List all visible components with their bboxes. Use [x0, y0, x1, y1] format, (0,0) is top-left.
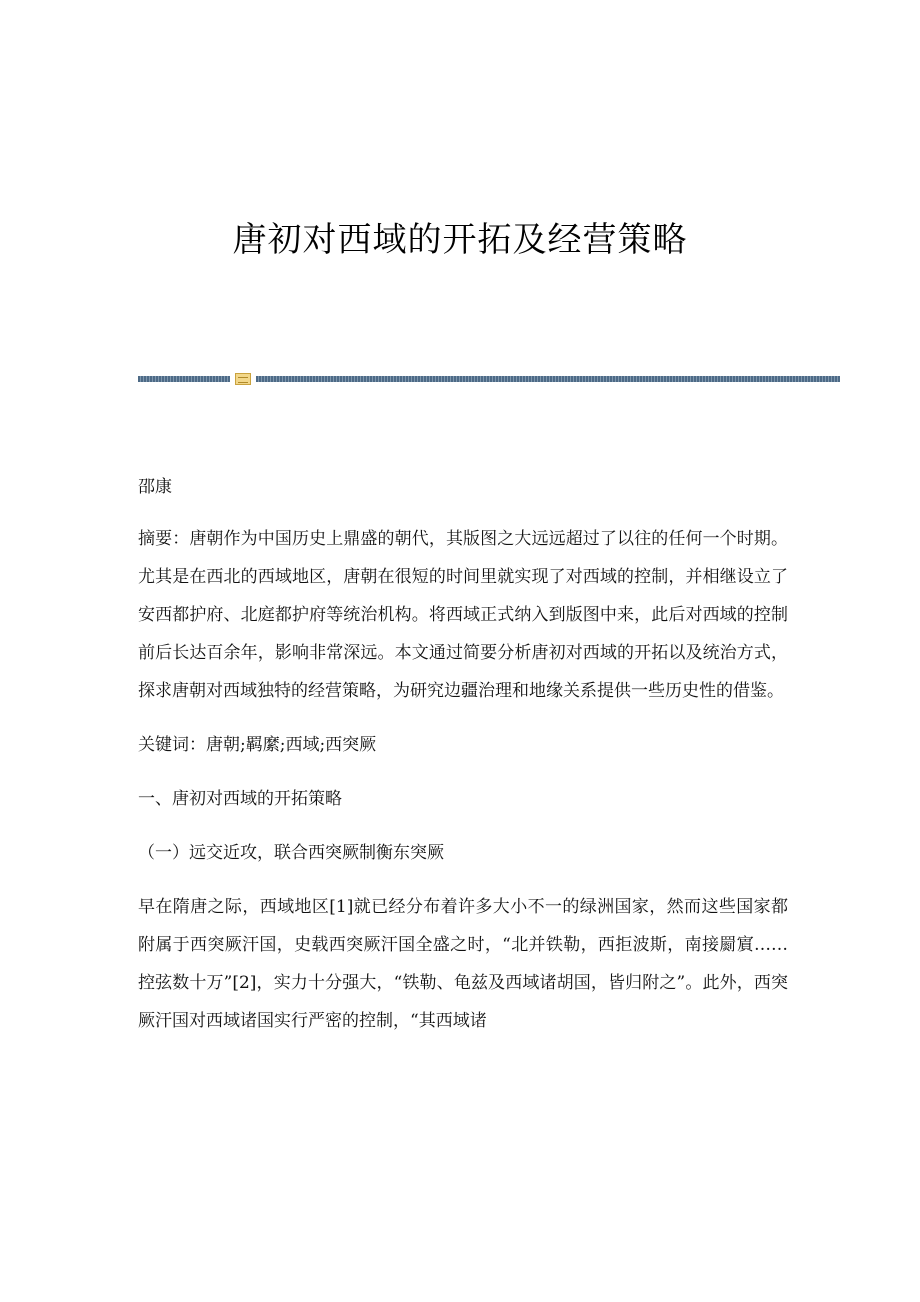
subsection-heading: （一）远交近攻，联合西突厥制衡东突厥	[138, 843, 444, 863]
divider-bar-left	[138, 376, 230, 382]
author-name: 邵康	[138, 477, 172, 497]
document-body	[138, 468, 788, 1056]
abstract-paragraph: 摘要：唐朝作为中国历史上鼎盛的朝代，其版图之大远远超过了以往的任何一个时期。尤其是在西北的西域地区，唐朝在很短的时间里就实现了对西域的控制，并相继设立了安西都护府、北庭都护府等统治机构。将西域正式纳入到版图中来，此后对西域的控制前后长达百余年，影响非常深远。本文通过简要分析唐初对西域的开拓以及统治方式，探求唐朝对西域独特的经营策略，为研究边疆治理和地缘关系提供一些历史性的借鉴。	[138, 529, 788, 701]
title-divider	[138, 373, 840, 385]
divider-ornament-icon	[235, 373, 251, 385]
section-heading: 一、唐初对西域的开拓策略	[138, 789, 342, 809]
body-paragraph: 早在隋唐之际，西域地区[1]就已经分布着许多大小不一的绿洲国家，然而这些国家都附属于西突厥汗国，史载西突厥汗国全盛之时，“北并铁勒，西拒波斯，南接罽賔……控弦数十万”[2]，实力十分强大，“铁勒、龟兹及西域诸胡国，皆归附之”。此外，西突厥汗国对西域诸国实行严密的控制，“其西域诸	[138, 897, 788, 1031]
keywords-line: 关键词：唐朝;羁縻;西域;西突厥	[138, 735, 377, 755]
divider-bar-right	[256, 376, 840, 382]
document-title: 唐初对西域的开拓及经营策略	[232, 220, 688, 260]
